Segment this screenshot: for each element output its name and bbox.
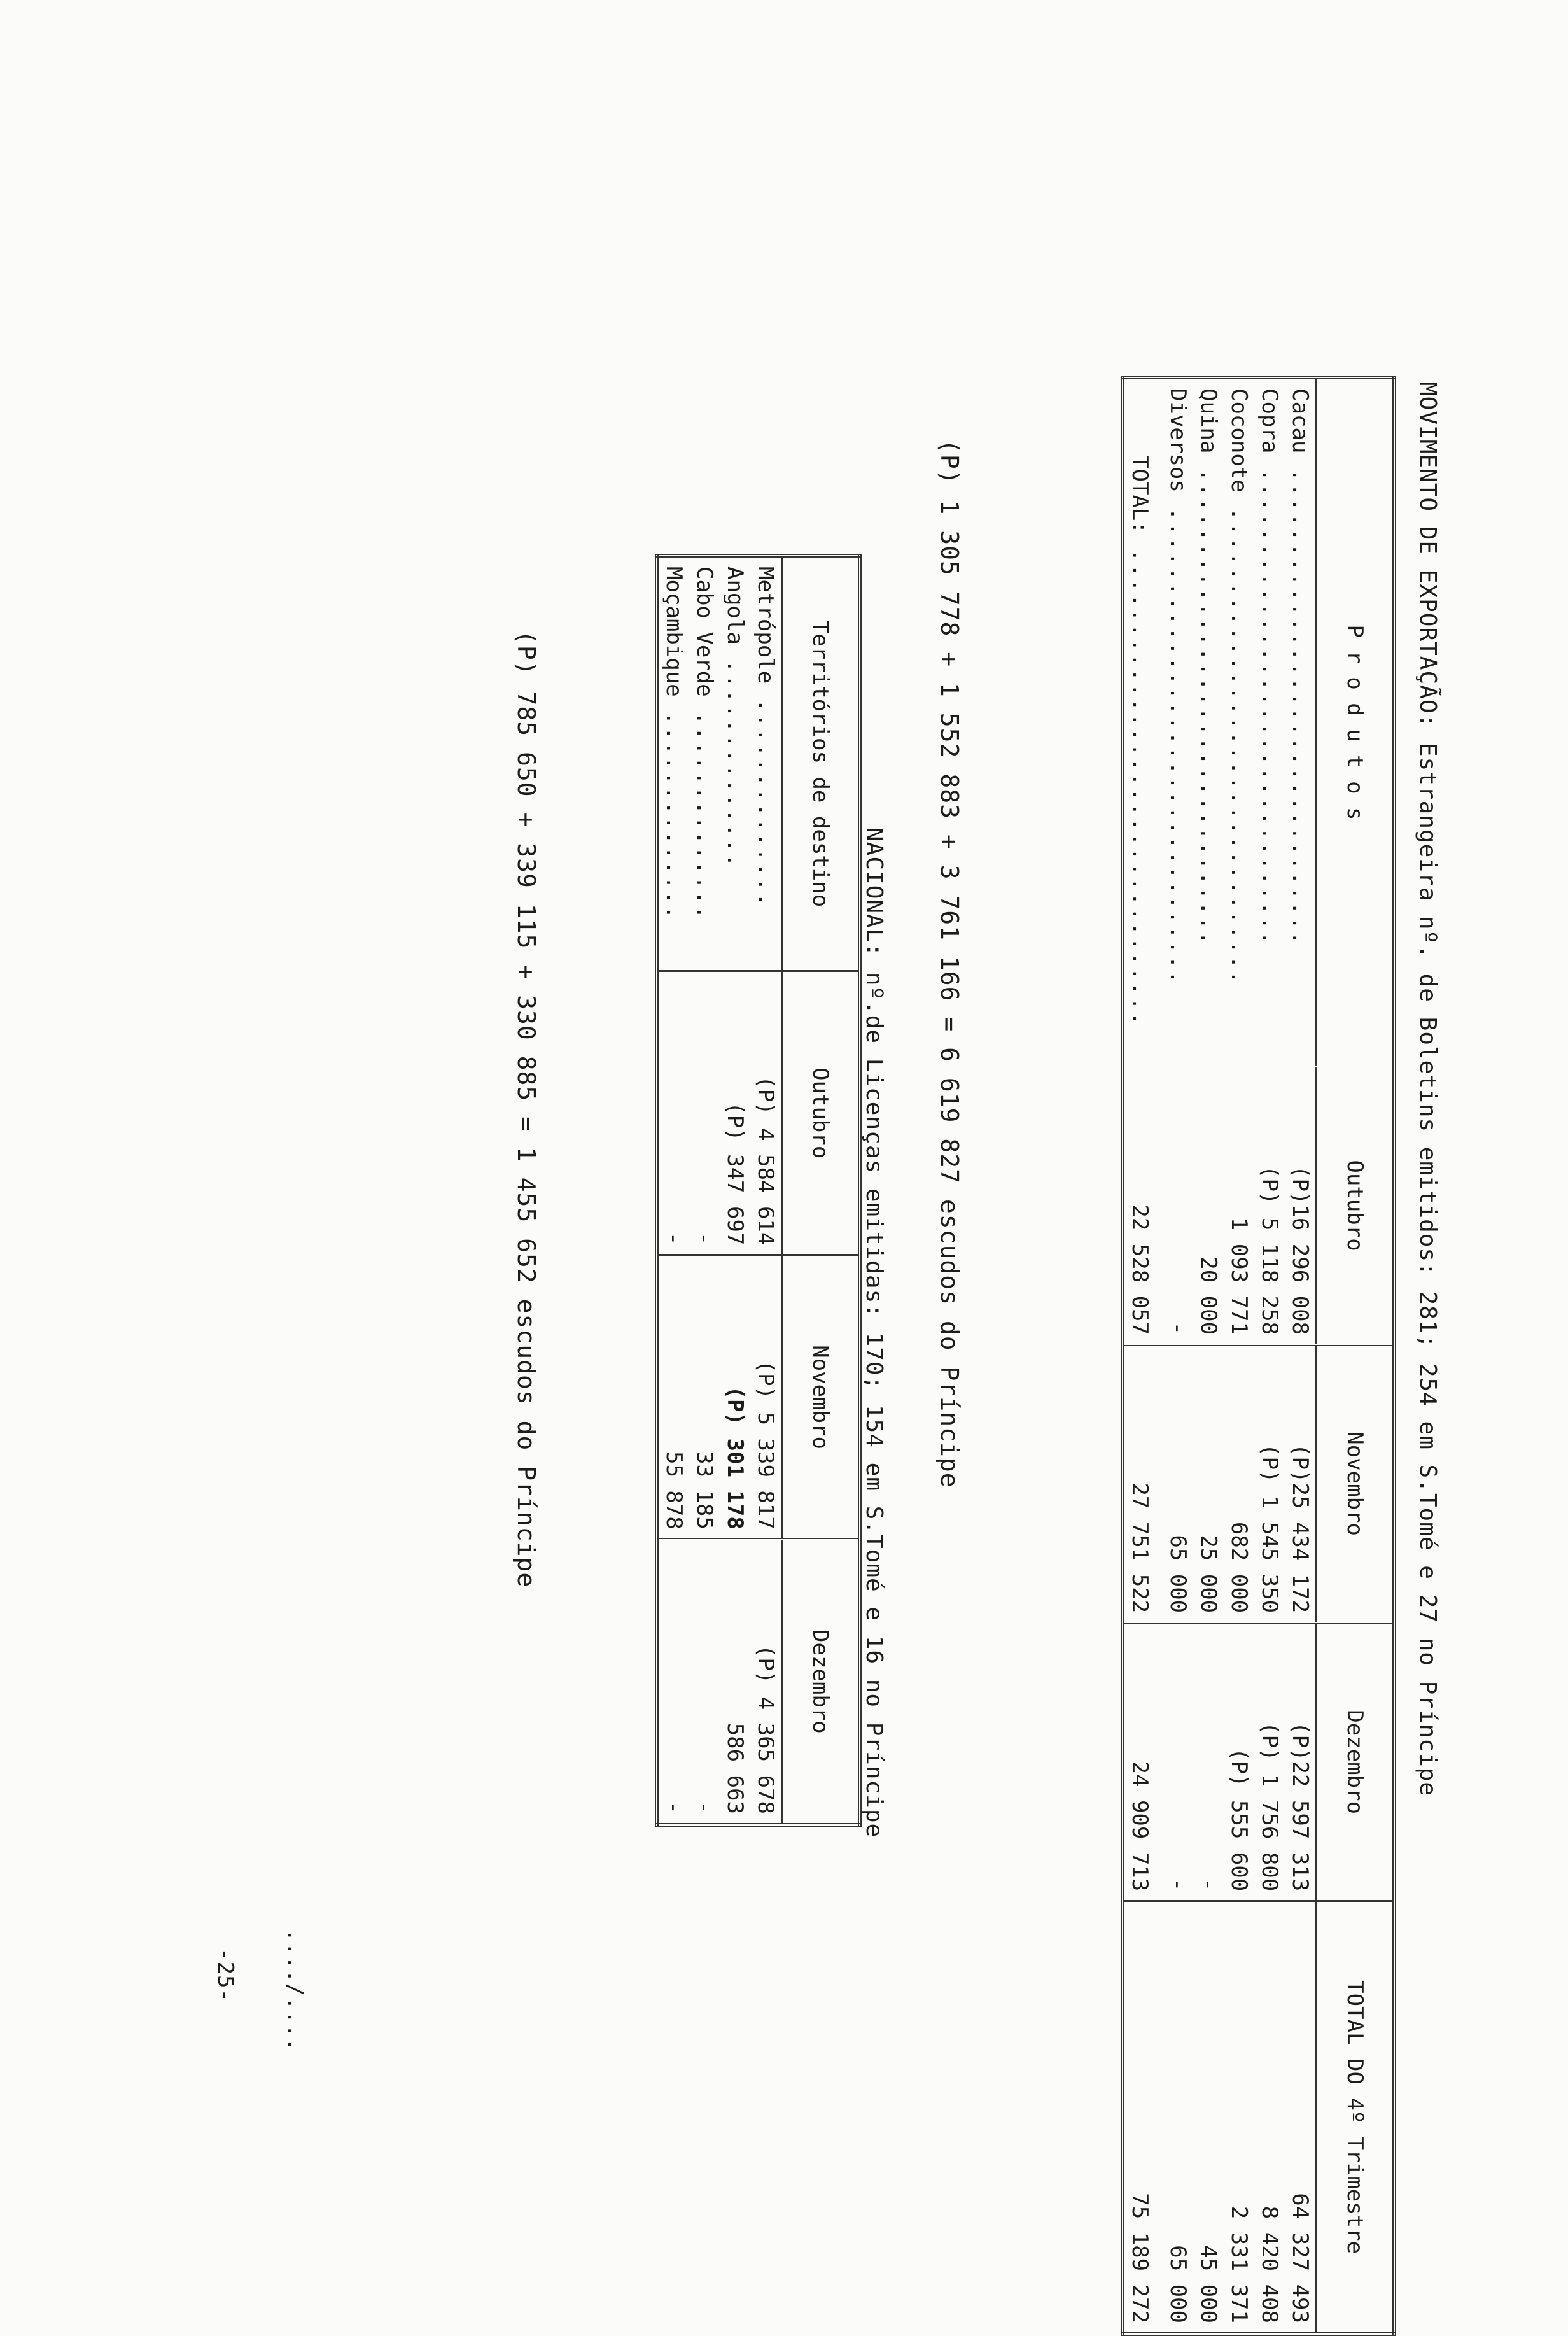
dot-leader <box>1127 534 1152 1027</box>
cell-outubro: (P) 5 118 258 <box>1254 1067 1285 1345</box>
territory-label: Angola <box>722 566 748 645</box>
cell-novembro: 33 185 <box>689 1255 720 1539</box>
product-label: Coconote <box>1226 388 1252 493</box>
dot-leader <box>1257 453 1282 946</box>
col-territories: Territórios de destino <box>782 556 860 971</box>
col-dezembro: Dezembro <box>1317 1623 1395 1901</box>
cell-outubro: - <box>1163 1067 1193 1345</box>
continuation-mark: ..../.... <box>283 1929 308 2052</box>
national-table <box>655 554 862 1827</box>
table-row <box>720 556 750 1825</box>
dot-leader <box>661 697 687 921</box>
dot-leader <box>692 697 717 921</box>
total-trimestre: 75 189 272 <box>1123 1901 1163 2334</box>
cell-outubro: - <box>689 971 720 1255</box>
territory-label: Metrópole <box>753 566 778 684</box>
table-row <box>1224 377 1254 2334</box>
export-footnote: (P) 1 305 778 + 1 552 883 + 3 761 166 = 6 619 827 escudos do Príncipe <box>935 439 963 1488</box>
cell-outubro: - <box>657 971 689 1255</box>
cell-dezembro: (P) 1 756 800 <box>1254 1623 1285 1901</box>
table-row <box>657 556 689 1825</box>
cell-total: 65 000 <box>1163 1901 1193 2334</box>
cell-novembro: (P) 5 339 817 <box>750 1255 782 1539</box>
cell-novembro: 65 000 <box>1163 1345 1193 1623</box>
cell-outubro: 1 093 771 <box>1224 1067 1254 1345</box>
total-novembro: 27 751 522 <box>1123 1345 1163 1623</box>
total-dezembro: 24 909 713 <box>1123 1623 1163 1901</box>
product-label: Diversos <box>1165 388 1191 493</box>
col-novembro: Novembro <box>782 1255 860 1539</box>
cell-outubro: (P) 4 584 614 <box>750 971 782 1255</box>
table-row <box>1163 377 1193 2334</box>
cell-dezembro: (P)22 597 313 <box>1285 1623 1317 1901</box>
col-outubro: Outubro <box>782 971 860 1255</box>
product-label: Quina <box>1196 388 1221 454</box>
territory-label: Moçambique <box>661 566 687 697</box>
col-products: P r o d u t o s <box>1317 377 1395 1067</box>
table-row <box>750 556 782 1825</box>
dot-leader <box>722 645 748 869</box>
cell-dezembro: - <box>657 1539 689 1825</box>
col-total: TOTAL DO 4º Trimestre <box>1317 1901 1395 2334</box>
cell-outubro: (P) 347 697 <box>720 971 750 1255</box>
product-label: Cacau <box>1287 388 1313 454</box>
col-dezembro: Dezembro <box>782 1539 860 1825</box>
cell-dezembro: (P) 4 365 678 <box>750 1539 782 1825</box>
total-label: TOTAL: <box>1127 456 1152 534</box>
cell-novembro: 25 000 <box>1193 1345 1224 1623</box>
cell-total: 2 331 371 <box>1224 1901 1254 2334</box>
cell-dezembro: (P) 555 600 <box>1224 1623 1254 1901</box>
col-outubro: Outubro <box>1317 1067 1395 1345</box>
table-row <box>689 556 720 1825</box>
table-row <box>1254 377 1285 2334</box>
cell-dezembro: - <box>689 1539 720 1825</box>
territory-label: Cabo Verde <box>692 566 717 697</box>
cell-novembro: 55 878 <box>657 1255 689 1539</box>
cell-total: 64 327 493 <box>1285 1901 1317 2334</box>
dot-leader <box>1165 493 1191 986</box>
cell-dezembro: 586 663 <box>720 1539 750 1825</box>
cell-novembro: (P) 1 545 350 <box>1254 1345 1285 1623</box>
table-row <box>1285 377 1317 2334</box>
dot-leader <box>1287 453 1313 946</box>
cell-total: 45 000 <box>1193 1901 1224 2334</box>
cell-novembro: (P) 301 178 <box>720 1255 750 1539</box>
table-row <box>1193 377 1224 2334</box>
national-heading: NACIONAL: nº.de Licenças emitidas: 170; 154 em S.Tomé e 16 no Príncipe <box>861 827 887 1838</box>
cell-novembro: 682 000 <box>1224 1345 1254 1623</box>
total-outubro: 22 528 057 <box>1123 1067 1163 1345</box>
total-row <box>1123 377 1163 2334</box>
page-number: -25- <box>213 1948 238 2002</box>
export-table <box>1121 376 1396 2336</box>
cell-outubro: 20 000 <box>1193 1067 1224 1345</box>
cell-total: 8 420 408 <box>1254 1901 1285 2334</box>
national-footnote: (P) 785 650 + 339 115 + 330 885 = 1 455 652 escudos do Príncipe <box>512 630 540 1588</box>
col-novembro: Novembro <box>1317 1345 1395 1623</box>
product-label: Copra <box>1257 388 1282 454</box>
dot-leader <box>1226 493 1252 986</box>
cell-dezembro: - <box>1163 1623 1193 1901</box>
cell-outubro: (P)16 296 008 <box>1285 1067 1317 1345</box>
cell-dezembro: - <box>1193 1623 1224 1901</box>
cell-novembro: (P)25 434 172 <box>1285 1345 1317 1623</box>
dot-leader <box>1196 453 1221 946</box>
dot-leader <box>753 684 778 908</box>
export-heading: MOVIMENTO DE EXPORTAÇÃO: Estrangeira nº. de Boletins emitidos: 281; 254 em S.Tomé e 27 no Príncipe <box>1415 382 1441 1797</box>
